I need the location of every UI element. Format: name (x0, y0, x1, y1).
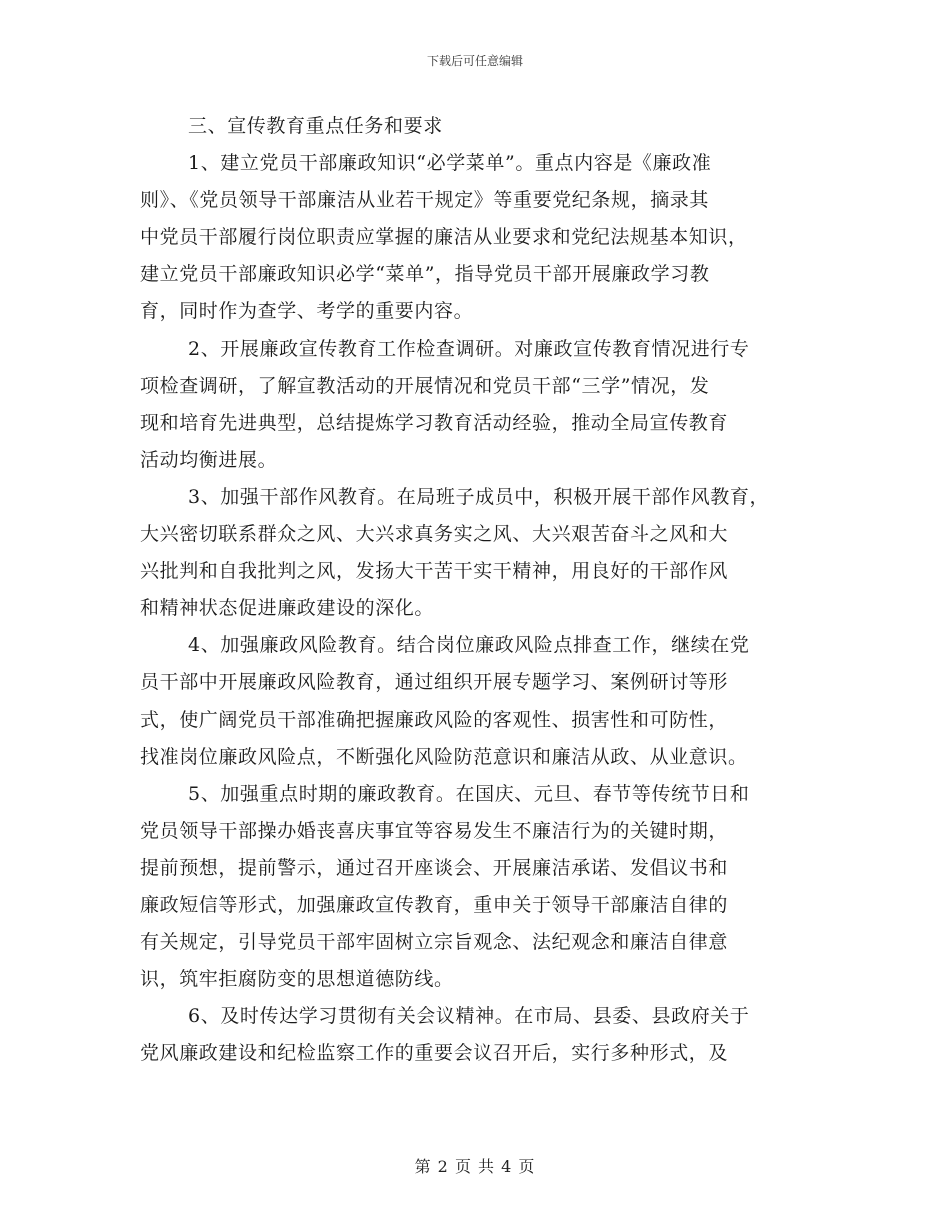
paragraph-line: 5、加强重点时期的廉政教育。在国庆、元旦、春节等传统节日和 (188, 782, 750, 805)
paragraph-line: 兴批判和自我批判之风，发扬大干苦干实干精神，用良好的干部作风 (140, 560, 729, 583)
paragraph-line: 项检查调研，了解宣教活动的开展情况和党员干部“三学”情况，发 (140, 374, 710, 397)
paragraph-line: 式，使广阔党员干部准确把握廉政风险的客观性、损害性和可防性， (140, 708, 729, 731)
document-body (140, 108, 820, 1072)
paragraph-line: 和精神状态促进廉政建设的深化。 (140, 597, 435, 620)
paragraph-line: 党风廉政建设和纪检监察工作的重要会议召开后，实行多种形式，及 (140, 1042, 729, 1065)
paragraph-line: 现和培育先进典型，总结提炼学习教育活动经验，推动全局宣传教育 (140, 411, 729, 434)
paragraph-line: 党员领导干部操办婚丧喜庆事宜等容易发生不廉洁行为的关键时期， (140, 819, 729, 842)
paragraph-line: 6、及时传达学习贯彻有关会议精神。在市局、县委、县政府关于 (188, 1005, 750, 1028)
paragraph-line: 2、开展廉政宣传教育工作检查调研。对廉政宣传教育情况进行专 (188, 337, 750, 360)
page-header: 下载后可任意编辑 (426, 54, 523, 68)
paragraph-line: 有关规定，引导党员干部牢固树立宗旨观念、法纪观念和廉洁自律意 (140, 931, 729, 954)
paragraph-line: 则》、《党员领导干部廉洁从业若干规定》等重要党纪条规，摘录其 (140, 189, 710, 212)
paragraph-line: 建立党员干部廉政知识必学“菜单”，指导党员干部开展廉政学习教 (140, 263, 710, 286)
paragraph-line: 育，同时作为查学、考学的重要内容。 (140, 300, 474, 323)
paragraph-line: 提前预想，提前警示，通过召开座谈会、开展廉洁承诺、发倡议书和 (140, 856, 729, 879)
paragraph-line: 员干部中开展廉政风险教育，通过组织开展专题学习、案例研讨等形 (140, 671, 729, 694)
page-footer: 第 2 页 共 4 页 (414, 1157, 536, 1176)
paragraph-line: 大兴密切联系群众之风、大兴求真务实之风、大兴艰苦奋斗之风和大 (140, 523, 729, 546)
section-heading: 三、宣传教育重点任务和要求 (188, 115, 443, 137)
paragraph-line: 活动均衡进展。 (140, 448, 278, 471)
paragraph-line: 识，筑牢拒腐防变的思想道德防线。 (140, 968, 454, 991)
paragraph-line: 3、加强干部作风教育。在局班子成员中，积极开展干部作风教育， (188, 485, 770, 508)
paragraph-line: 4、加强廉政风险教育。结合岗位廉政风险点排查工作，继续在党 (188, 634, 750, 657)
paragraph-line: 1、建立党员干部廉政知识“必学菜单”。重点内容是《廉政准 (188, 152, 712, 175)
paragraph-line: 找准岗位廉政风险点，不断强化风险防范意识和廉洁从政、从业意识。 (140, 745, 748, 768)
paragraph-line: 廉政短信等形式，加强廉政宣传教育，重申关于领导干部廉洁自律的 (140, 893, 729, 916)
paragraph-line: 中党员干部履行岗位职责应掌握的廉洁从业要求和党纪法规基本知识， (140, 226, 748, 249)
